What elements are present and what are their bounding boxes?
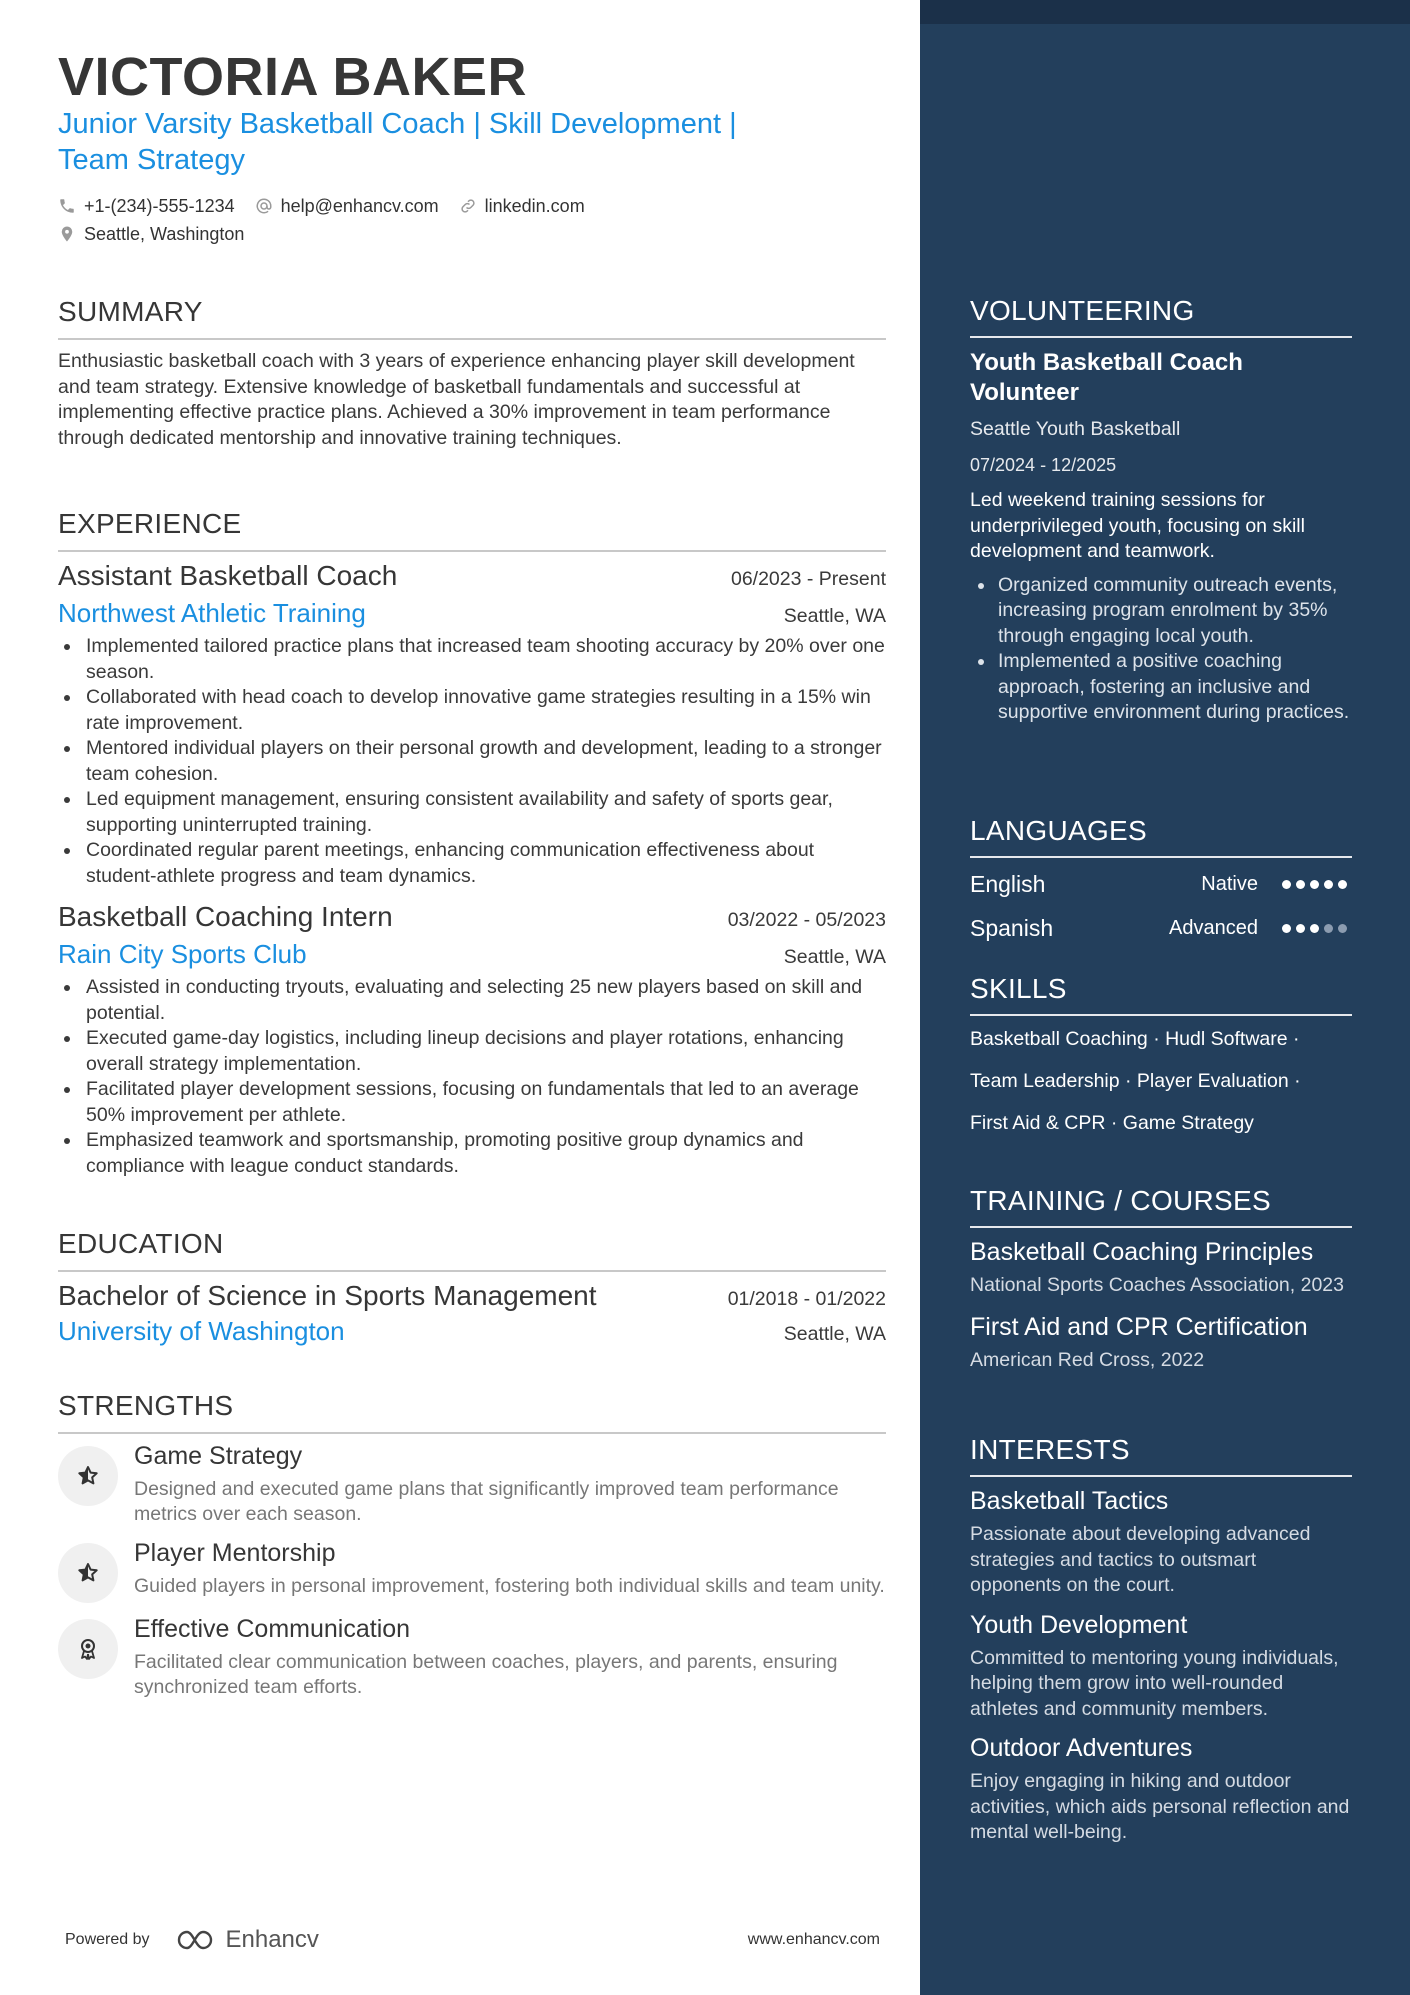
job-title: Basketball Coaching Intern (58, 901, 393, 932)
training-name: Basketball Coaching Principles (970, 1238, 1314, 1266)
enhancv-logo-icon (176, 1928, 222, 1952)
job-bullet: Coordinated regular parent meetings, enhancing communication effectiveness about student-athlete progress and team dynamics. (58, 838, 886, 889)
job-bullet: Facilitated player development sessions, focusing on fundamentals that led to an average 50% improvement per athlete. (58, 1077, 886, 1128)
contact-info (58, 193, 605, 249)
volunteer-role: Youth Basketball Coach Volunteer (970, 349, 1243, 406)
strengths-section (58, 1390, 886, 1712)
location-contact (58, 224, 244, 245)
summary-title: SUMMARY (58, 296, 886, 340)
training-item (970, 1313, 1352, 1372)
strength-description: Designed and executed game plans that significantly improved team performance metrics over each season. (134, 1478, 839, 1525)
language-item (970, 862, 1352, 906)
language-level: Advanced (1169, 916, 1258, 939)
powered-by-label: Powered by (65, 1931, 150, 1948)
training-section (970, 1185, 1352, 1372)
language-level: Native (1201, 872, 1258, 895)
job-location: Seattle, WA (783, 946, 886, 968)
languages-title: LANGUAGES (970, 815, 1352, 858)
degree: Bachelor of Science in Sports Management (58, 1280, 597, 1311)
volunteer-bullets (970, 573, 1352, 726)
job-bullets (58, 975, 886, 1179)
job-title: Assistant Basketball Coach (58, 560, 398, 591)
footer-url[interactable]: www.enhancv.com (747, 1931, 880, 1948)
job-bullets (58, 634, 886, 889)
proficiency-dot (1296, 924, 1305, 933)
email-contact[interactable] (255, 196, 439, 217)
proficiency-dot (1310, 880, 1319, 889)
interest-item (970, 1487, 1352, 1599)
enhancv-logo[interactable] (176, 1926, 319, 1954)
volunteer-bullet: Organized community outreach events, increasing program enrolment by 35% through engaging local youth. (970, 573, 1352, 650)
training-item (970, 1238, 1352, 1297)
proficiency-dot (1296, 880, 1305, 889)
education-section (58, 1228, 886, 1347)
strength-item (58, 1442, 886, 1527)
sidebar (920, 0, 1410, 1995)
skills-title: SKILLS (970, 973, 1352, 1016)
strength-item (58, 1615, 886, 1700)
strengths-title: STRENGTHS (58, 1390, 886, 1434)
at-icon (255, 197, 273, 215)
proficiency-dot (1310, 924, 1319, 933)
job-bullet: Mentored individual players on their personal growth and development, leading to a stronger team cohesion. (58, 736, 886, 787)
skills-section (970, 973, 1352, 1144)
skills-line: Basketball Coaching · Hudl Software · (970, 1028, 1300, 1050)
volunteering-title: VOLUNTEERING (970, 295, 1352, 338)
skills-line: First Aid & CPR · Game Strategy (970, 1112, 1254, 1134)
volunteer-bullet: Implemented a positive coaching approach, fostering an inclusive and supportive environment during practices. (970, 649, 1352, 726)
proficiency-dot (1282, 880, 1291, 889)
job-location: Seattle, WA (783, 605, 886, 627)
job-entry (58, 560, 886, 889)
linkedin-text: linkedin.com (484, 195, 585, 216)
summary-text: Enthusiastic basketball coach with 3 years of experience enhancing player skill development and team strategy. Extensive knowledge of basketball fundamentals and successful at implementing effective practice plans. Achieved a 30% improvement in team performance through dedicated mentorship and innovative training techniques. (58, 350, 855, 449)
phone-text: +1-(234)-555-1234 (84, 195, 235, 216)
email-text: help@enhancv.com (280, 195, 439, 216)
company-name: Rain City Sports Club (58, 939, 307, 969)
interest-description: Committed to mentoring young individuals, helping them grow into well-rounded athletes and community members. (970, 1646, 1339, 1720)
job-date: 03/2022 - 05/2023 (727, 909, 886, 931)
headline (58, 106, 838, 178)
volunteering-section (970, 295, 1352, 726)
training-name: First Aid and CPR Certification (970, 1313, 1308, 1341)
interest-title: Basketball Tactics (970, 1487, 1169, 1515)
strength-description: Facilitated clear communication between coaches, players, and parents, ensuring synchronized team efforts. (134, 1651, 838, 1698)
language-proficiency-dots (1282, 880, 1352, 889)
award-icon (58, 1619, 118, 1679)
skills-line: Team Leadership · Player Evaluation · (970, 1070, 1301, 1092)
experience-section (58, 508, 886, 1179)
interests-section (970, 1434, 1352, 1846)
school-name: University of Washington (58, 1316, 345, 1346)
enhancv-logo-text: Enhancv (225, 1926, 319, 1953)
proficiency-dot (1324, 924, 1333, 933)
volunteer-description: Led weekend training sessions for underprivileged youth, focusing on skill development and teamwork. (970, 489, 1305, 562)
interest-title: Outdoor Adventures (970, 1734, 1193, 1762)
interest-title: Youth Development (970, 1610, 1188, 1639)
star-icon (58, 1543, 118, 1603)
strength-title: Game Strategy (134, 1442, 303, 1470)
language-name: Spanish (970, 914, 1054, 941)
summary-section (58, 296, 886, 451)
language-name: English (970, 870, 1046, 897)
training-title: TRAINING / COURSES (970, 1185, 1352, 1228)
strength-title: Effective Communication (134, 1615, 411, 1643)
strength-description: Guided players in personal improvement, fostering both individual skills and team unity. (134, 1575, 885, 1597)
volunteer-date: 07/2024 - 12/2025 (970, 455, 1117, 475)
star-icon (58, 1446, 118, 1506)
sidebar-top-band (920, 0, 1410, 24)
phone-icon (58, 197, 76, 215)
linkedin-contact[interactable] (459, 196, 585, 217)
location-pin-icon (58, 225, 76, 243)
headline-line-2: Team Strategy (58, 144, 245, 176)
strength-title: Player Mentorship (134, 1539, 336, 1567)
languages-section (970, 815, 1352, 950)
interests-title: INTERESTS (970, 1434, 1352, 1477)
proficiency-dot (1324, 880, 1333, 889)
education-title: EDUCATION (58, 1228, 886, 1272)
job-bullet: Emphasized teamwork and sportsmanship, promoting positive group dynamics and compliance with league conduct standards. (58, 1128, 886, 1179)
experience-title: EXPERIENCE (58, 508, 886, 552)
training-provider: American Red Cross, 2022 (970, 1349, 1205, 1371)
headline-line-1: Junior Varsity Basketball Coach | Skill Development | (58, 108, 737, 140)
proficiency-dot (1282, 924, 1291, 933)
location-text: Seattle, Washington (84, 223, 245, 244)
school-location: Seattle, WA (783, 1323, 886, 1345)
job-bullet: Assisted in conducting tryouts, evaluating and selecting 25 new players based on skill and potential. (58, 975, 886, 1026)
job-bullet: Collaborated with head coach to develop innovative game strategies resulting in a 15% win rate improvement. (58, 685, 886, 736)
job-entry (58, 901, 886, 1179)
job-bullet: Led equipment management, ensuring consistent availability and safety of sports gear, supporting uninterrupted training. (58, 787, 886, 838)
strength-item (58, 1539, 886, 1603)
job-bullet: Executed game-day logistics, including lineup decisions and player rotations, enhancing overall strategy implementation. (58, 1026, 886, 1077)
company-name: Northwest Athletic Training (58, 598, 366, 628)
interest-description: Enjoy engaging in hiking and outdoor activities, which aids personal reflection and mental well-being. (970, 1770, 1350, 1843)
language-item (970, 906, 1352, 950)
job-date: 06/2023 - Present (730, 568, 886, 590)
interest-item (970, 1611, 1352, 1723)
job-bullet: Implemented tailored practice plans that increased team shooting accuracy by 20% over one season. (58, 634, 886, 685)
education-date: 01/2018 - 01/2022 (727, 1288, 886, 1310)
language-proficiency-dots (1282, 924, 1352, 933)
proficiency-dot (1338, 924, 1347, 933)
proficiency-dot (1338, 880, 1347, 889)
interest-item (970, 1734, 1352, 1846)
interest-description: Passionate about developing advanced strategies and tactics to outsmart opponents on the court. (970, 1523, 1311, 1596)
phone-contact[interactable] (58, 196, 235, 217)
link-icon (459, 197, 477, 215)
volunteer-org: Seattle Youth Basketball (970, 418, 1181, 440)
candidate-name: VICTORIA BAKER (58, 47, 528, 107)
training-provider: National Sports Coaches Association, 2023 (970, 1274, 1344, 1296)
footer (65, 1926, 880, 1954)
